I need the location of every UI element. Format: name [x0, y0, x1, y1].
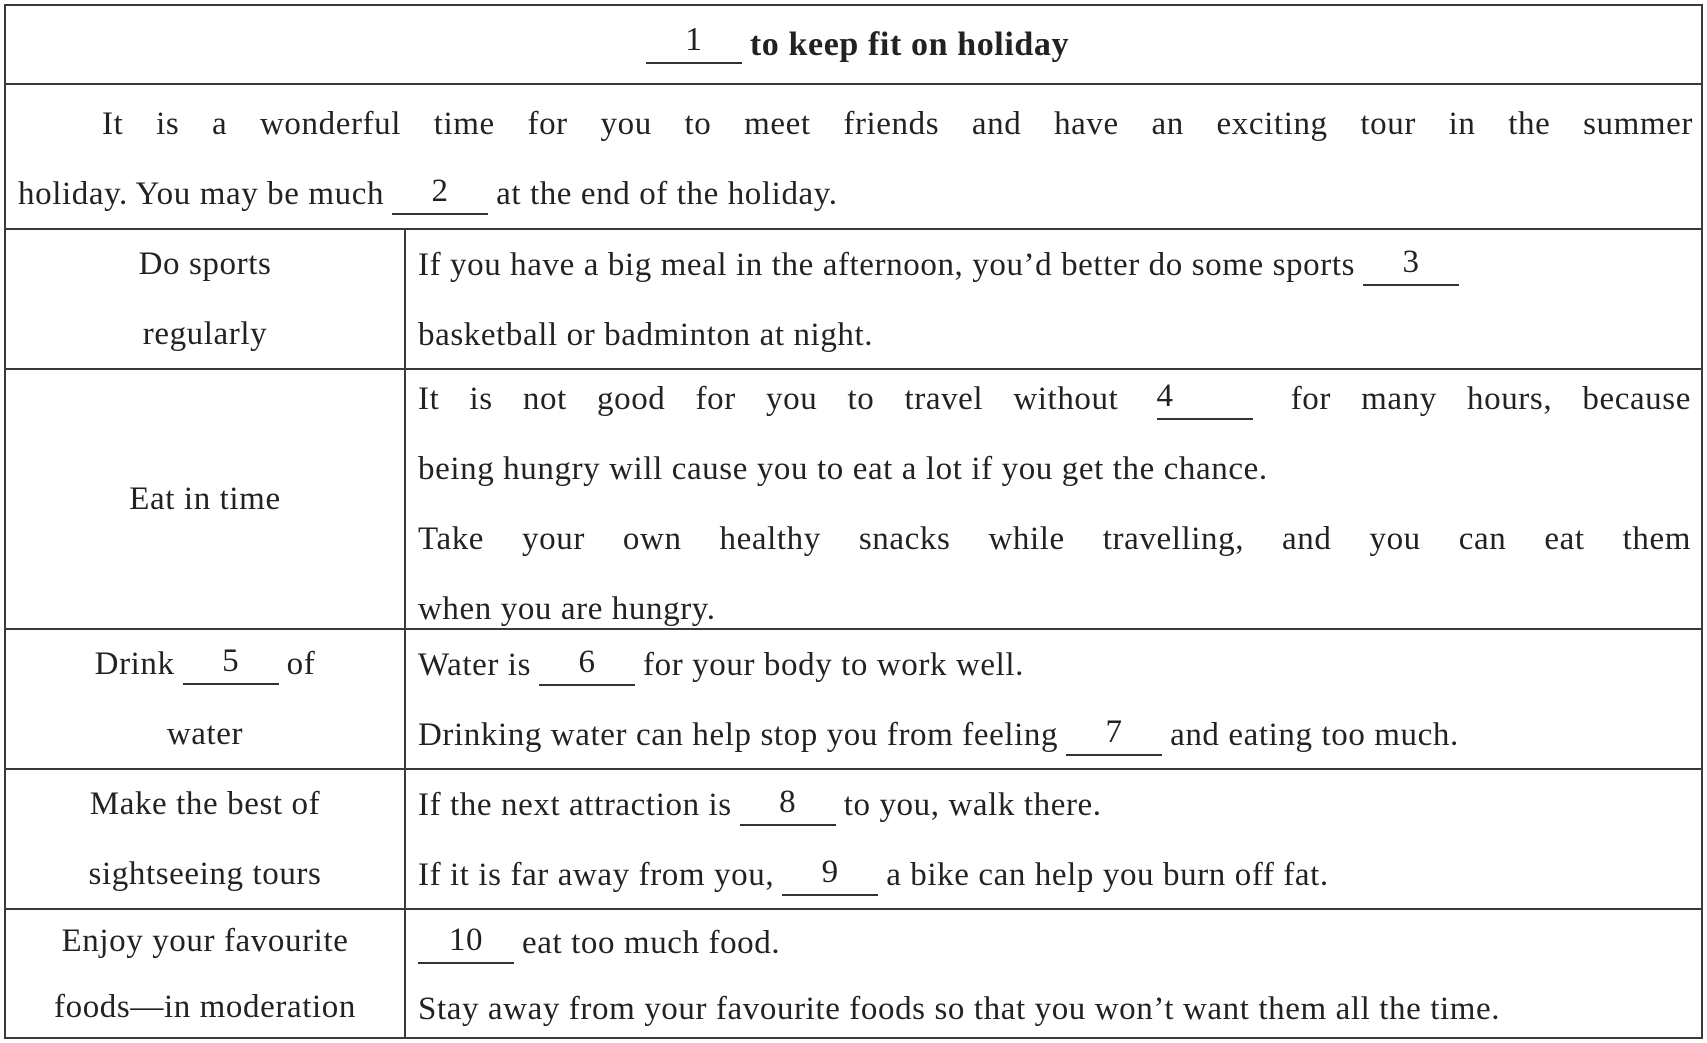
blank-2[interactable]: 2 — [392, 169, 488, 215]
content-line — [418, 840, 1691, 910]
label-text: Drink — [94, 646, 175, 682]
content-line: Stay away from your favourite foods so that you won’t want them all the time. — [418, 991, 1501, 1027]
label-line: Make the best of — [89, 786, 321, 822]
row-content — [406, 770, 1701, 908]
row-label — [6, 630, 406, 768]
blank-3[interactable]: 3 — [1363, 240, 1459, 286]
content-line — [418, 700, 1691, 770]
label-line: foods—in moderation — [54, 988, 356, 1025]
intro-line-2 — [18, 159, 1693, 229]
blank-7[interactable]: 7 — [1066, 710, 1162, 756]
title-row — [6, 6, 1701, 85]
intro-row — [6, 85, 1701, 230]
content-text: for your body to work well. — [643, 647, 1025, 683]
content-text: a bike can help you burn off fat. — [886, 857, 1329, 893]
content-text: Water is — [418, 647, 532, 683]
intro-text-before: holiday. You may be much — [18, 176, 385, 212]
row-label — [6, 230, 406, 368]
label-line: regularly — [142, 316, 268, 352]
content-line — [418, 770, 1691, 840]
row-content — [406, 910, 1701, 1037]
label-line: Do sports — [138, 246, 272, 282]
blank-5[interactable]: 5 — [183, 639, 279, 685]
label-text: of — [286, 646, 316, 682]
content-line — [418, 910, 1691, 976]
content-text: Drinking water can help stop you from feeling — [418, 717, 1059, 753]
content-line — [418, 630, 1691, 700]
content-text: to you, walk there. — [843, 787, 1102, 823]
content-line: being hungry will cause you to eat a lot if you get the chance. — [418, 451, 1268, 487]
content-text: for many hours, because — [1290, 381, 1691, 417]
blank-4[interactable]: 4 — [1157, 374, 1253, 420]
row-content — [406, 630, 1701, 768]
row-content — [406, 370, 1701, 628]
label-line — [95, 629, 316, 699]
intro-text-after: at the end of the holiday. — [496, 176, 838, 212]
row-content — [406, 230, 1701, 368]
blank-6[interactable]: 6 — [539, 640, 635, 686]
row-eat-in-time — [6, 370, 1701, 630]
row-label — [6, 770, 406, 908]
content-line: Take your own healthy snacks while travelling, and you can eat them — [418, 521, 1691, 557]
title-text: to keep fit on holiday — [749, 25, 1070, 63]
content-text: It is not good for you to travel without — [418, 381, 1119, 417]
label-line: Enjoy your favourite — [61, 922, 349, 959]
label-line: Eat in time — [129, 481, 281, 517]
blank-10[interactable]: 10 — [418, 918, 514, 964]
content-text: and eating too much. — [1170, 717, 1459, 753]
content-line — [418, 230, 1691, 300]
blank-9[interactable]: 9 — [782, 850, 878, 896]
content-text: If it is far away from you, — [418, 857, 775, 893]
intro-line-1: It is a wonderful time for you to meet friends and have an exciting tour in the summer — [102, 106, 1693, 142]
content-text: If the next attraction is — [418, 787, 732, 823]
label-line: water — [166, 716, 244, 752]
label-line: sightseeing tours — [88, 856, 322, 892]
table-title — [6, 6, 1701, 83]
row-label — [6, 370, 406, 628]
row-do-sports — [6, 230, 1701, 370]
content-line — [418, 364, 1691, 434]
blank-1[interactable]: 1 — [646, 18, 742, 64]
row-sightseeing-tours — [6, 770, 1701, 910]
content-text: eat too much food. — [522, 925, 781, 961]
row-favourite-foods — [6, 910, 1701, 1037]
content-text: If you have a big meal in the afternoon, you’d better do some sports — [418, 247, 1356, 283]
worksheet-table — [4, 4, 1703, 1039]
content-line: basketball or badminton at night. — [418, 317, 874, 353]
row-label — [6, 910, 406, 1037]
content-line: when you are hungry. — [418, 591, 716, 627]
row-drink-water — [6, 630, 1701, 770]
blank-8[interactable]: 8 — [740, 780, 836, 826]
